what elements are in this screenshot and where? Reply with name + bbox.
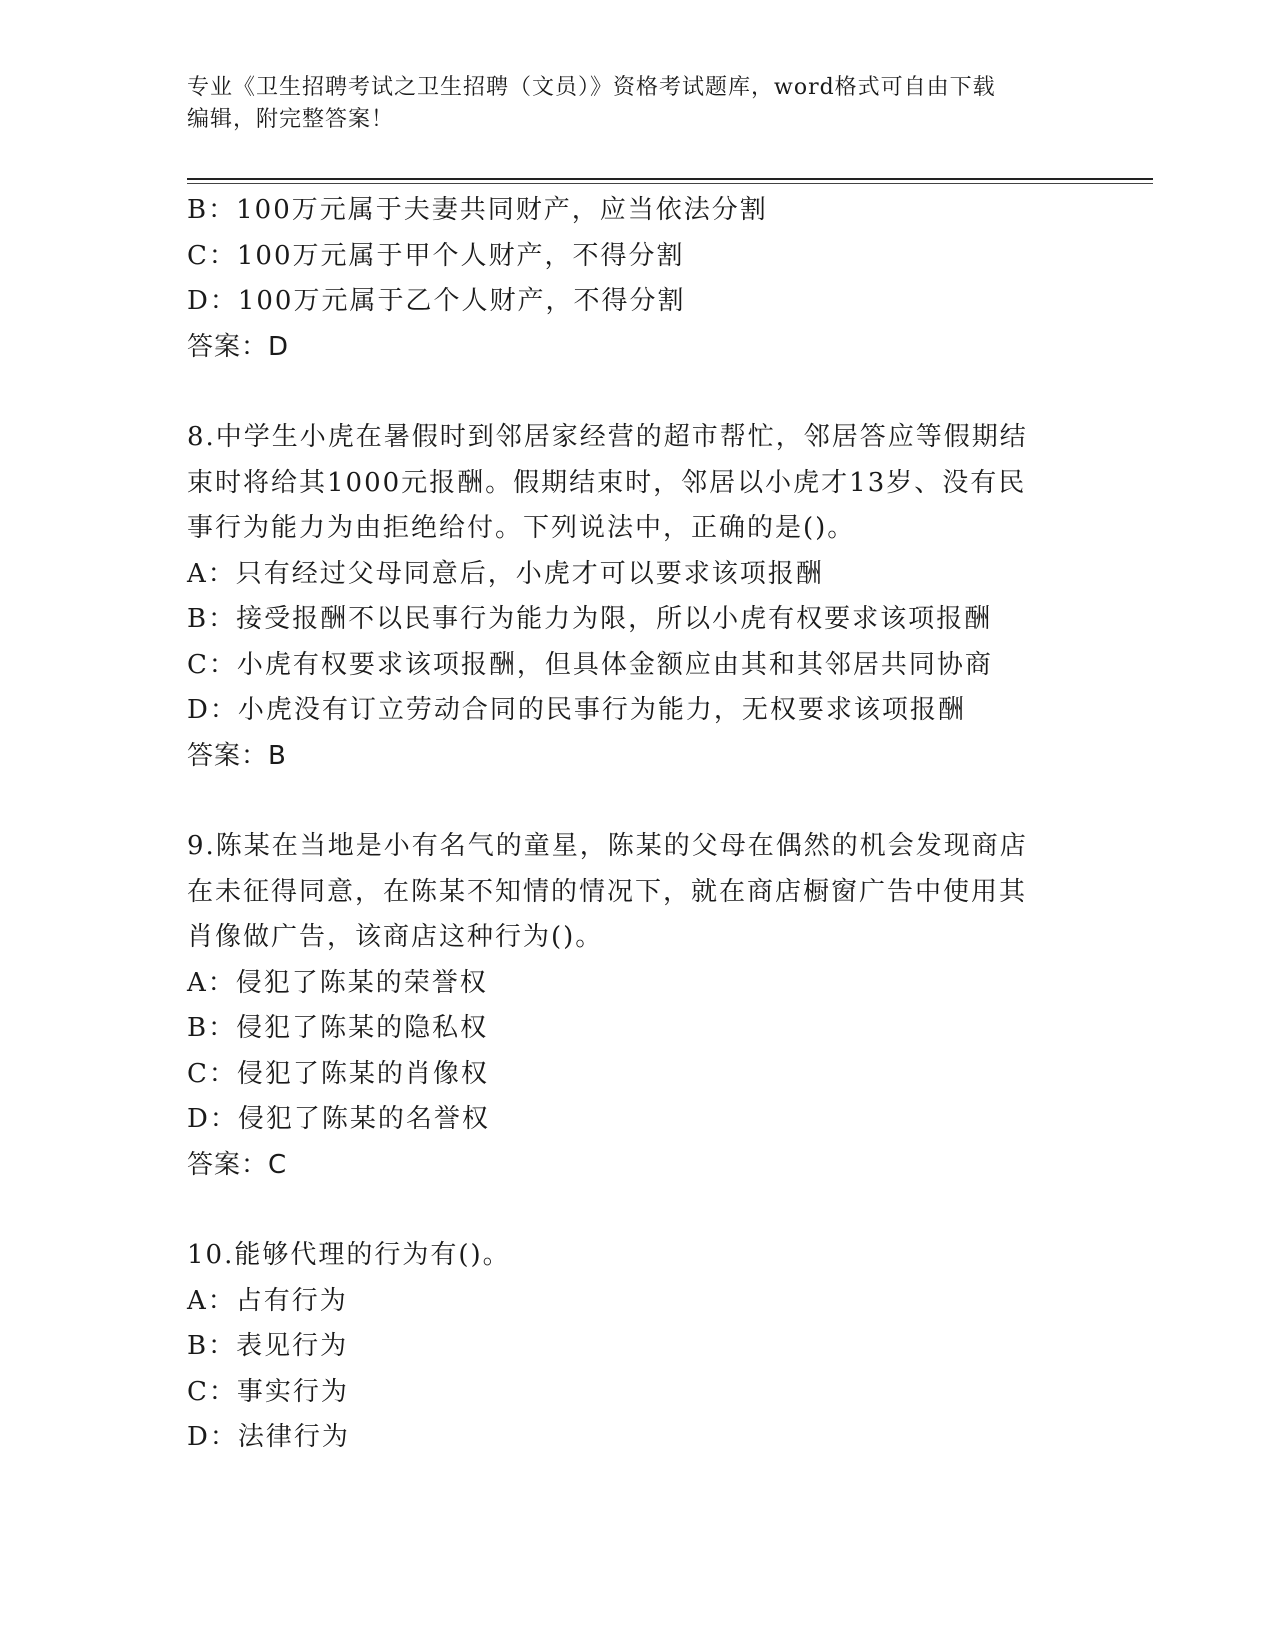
- option-a: A：只有经过父母同意后，小虎才可以要求该项报酬: [187, 558, 824, 589]
- option-c: C：事实行为: [187, 1376, 349, 1407]
- option-a: A：占有行为: [187, 1285, 348, 1316]
- question-stem-line: 在未征得同意，在陈某不知情的情况下，就在商店橱窗广告中使用其: [187, 876, 1028, 907]
- question-content: [187, 188, 1067, 1461]
- question-stem-line: 事行为能力为由拒绝给付。下列说法中，正确的是()。: [187, 513, 856, 543]
- question-stem-line: 束时将给其1000元报酬。假期结束时，邻居以小虎才13岁、没有民: [187, 467, 1027, 498]
- option-c: C：小虎有权要求该项报酬，但具体金额应由其和其邻居共同协商: [187, 649, 993, 680]
- header-line-2: 编辑，附完整答案！: [187, 107, 395, 132]
- page-header: [187, 72, 1067, 136]
- answer: 答案：C: [187, 1149, 288, 1180]
- option-a: A：侵犯了陈某的荣誉权: [187, 967, 488, 998]
- question-stem-line: 9.陈某在当地是小有名气的童星，陈某的父母在偶然的机会发现商店: [187, 831, 1028, 861]
- question-7-tail: [187, 188, 1067, 370]
- option-c: C：侵犯了陈某的肖像权: [187, 1058, 489, 1089]
- option-d: D：100万元属于乙个人财产，不得分割: [187, 286, 686, 316]
- option-b: B：100万元属于夫妻共同财产，应当依法分割: [187, 195, 768, 225]
- question-9: [187, 824, 1067, 1188]
- option-b: B：接受报酬不以民事行为能力为限，所以小虎有权要求该项报酬: [187, 604, 993, 634]
- answer: 答案：B: [187, 740, 287, 771]
- option-d: D：法律行为: [187, 1422, 350, 1452]
- question-stem-line: 10.能够代理的行为有()。: [187, 1240, 511, 1270]
- header-divider-thick: [187, 178, 1153, 180]
- question-stem-line: 肖像做广告，该商店这种行为()。: [187, 922, 604, 952]
- option-d: D：侵犯了陈某的名誉权: [187, 1104, 490, 1134]
- option-b: B：侵犯了陈某的隐私权: [187, 1013, 489, 1043]
- option-b: B：表见行为: [187, 1331, 349, 1361]
- question-stem-line: 8.中学生小虎在暑假时到邻居家经营的超市帮忙，邻居答应等假期结: [187, 422, 1028, 452]
- option-c: C：100万元属于甲个人财产，不得分割: [187, 240, 685, 271]
- question-10: [187, 1233, 1067, 1461]
- option-d: D：小虎没有订立劳动合同的民事行为能力，无权要求该项报酬: [187, 695, 966, 725]
- header-line-1: 专业《卫生招聘考试之卫生招聘（文员）》资格考试题库，word格式可自由下载: [187, 75, 996, 100]
- answer: 答案：D: [187, 331, 290, 362]
- header-divider-thin: [187, 183, 1153, 184]
- question-8: [187, 415, 1067, 779]
